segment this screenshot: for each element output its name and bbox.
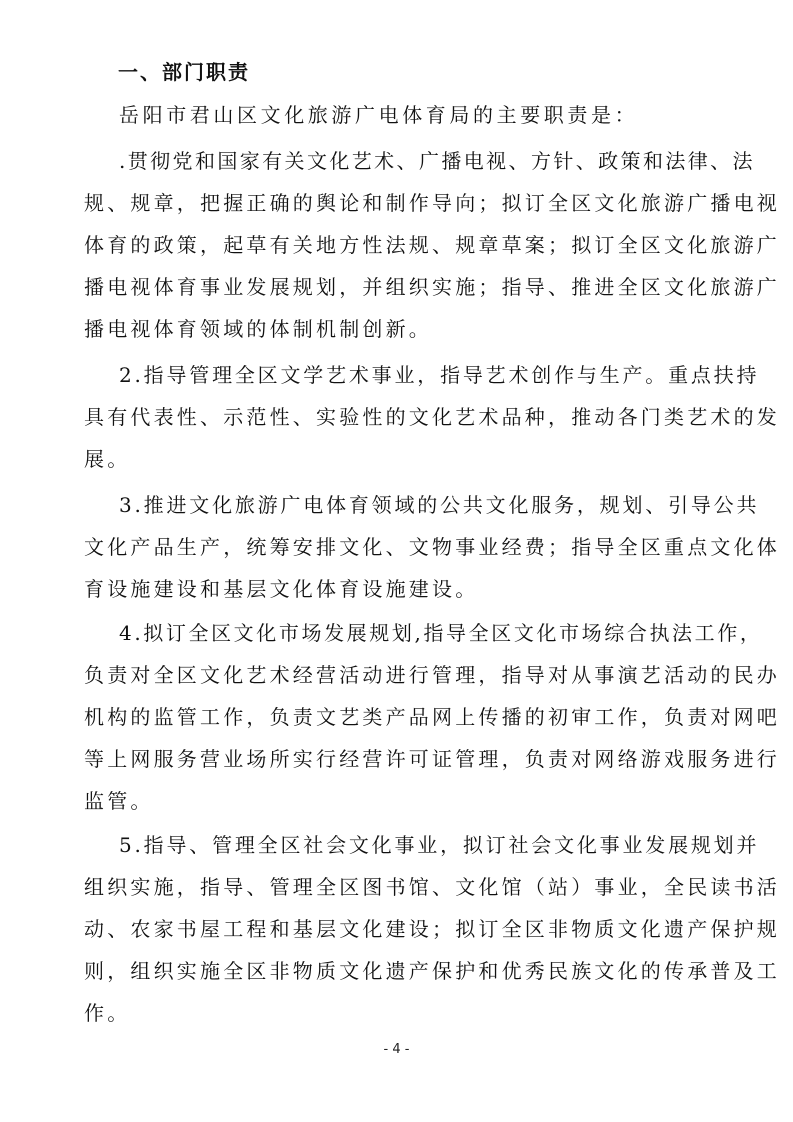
paragraph-2-line-3: 展。 — [84, 447, 131, 471]
paragraph-5-line-4: 则，组织实施全区非物质文化遗产保护和优秀民族文化的传承普及工 — [84, 959, 780, 983]
paragraph-5-line-5: 作。 — [84, 1001, 131, 1025]
paragraph-1-line-5: 播电视体育领域的体制机制创新。 — [84, 317, 432, 341]
paragraph-4-line-2: 负责对全区文化艺术经营活动进行管理，指导对从事演艺活动的民办 — [84, 663, 780, 687]
paragraph-4-line-1: 4.拟订全区文化市场发展规划,指导全区文化市场综合执法工作， — [119, 621, 763, 645]
paragraph-2-line-1: 2.指导管理全区文学艺术事业，指导艺术创作与生产。重点扶持 — [119, 363, 760, 387]
page-number: - 4 - — [383, 1042, 410, 1057]
paragraph-4-line-5: 监管。 — [84, 789, 154, 813]
section-heading: 一、部门职责 — [118, 60, 250, 84]
paragraph-1-line-3: 体育的政策，起草有关地方性法规、规章草案；拟订全区文化旅游广 — [84, 233, 780, 257]
paragraph-2-line-2: 具有代表性、示范性、实验性的文化艺术品种，推动各门类艺术的发 — [84, 405, 780, 429]
paragraph-3-line-3: 育设施建设和基层文化体育设施建设。 — [84, 577, 479, 601]
paragraph-5-line-1: 5.指导、管理全区社会文化事业，拟订社会文化事业发展规划并 — [119, 833, 760, 857]
paragraph-1-line-1: .贯彻党和国家有关文化艺术、广播电视、方针、政策和法律、法 — [119, 149, 755, 173]
intro-text: 岳阳市君山区文化旅游广电体育局的主要职责是： — [119, 103, 639, 127]
paragraph-5-line-3: 动、农家书屋工程和基层文化建设；拟订全区非物质文化遗产保护规 — [84, 917, 780, 941]
paragraph-1-line-4: 播电视体育事业发展规划，并组织实施；指导、推进全区文化旅游广 — [84, 275, 780, 299]
paragraph-3-line-1: 3.推进文化旅游广电体育领域的公共文化服务，规划、引导公共 — [119, 493, 760, 517]
paragraph-4-line-3: 机构的监管工作，负责文艺类产品网上传播的初审工作，负责对网吧 — [84, 705, 780, 729]
paragraph-3-line-2: 文化产品生产，统筹安排文化、文物事业经费；指导全区重点文化体 — [84, 535, 780, 559]
paragraph-1-line-2: 规、规章，把握正确的舆论和制作导向；拟订全区文化旅游广播电视 — [84, 191, 780, 215]
paragraph-5-line-2: 组织实施，指导、管理全区图书馆、文化馆（站）事业，全民读书活 — [84, 875, 780, 899]
paragraph-4-line-4: 等上网服务营业场所实行经营许可证管理，负责对网络游戏服务进行 — [84, 747, 780, 771]
